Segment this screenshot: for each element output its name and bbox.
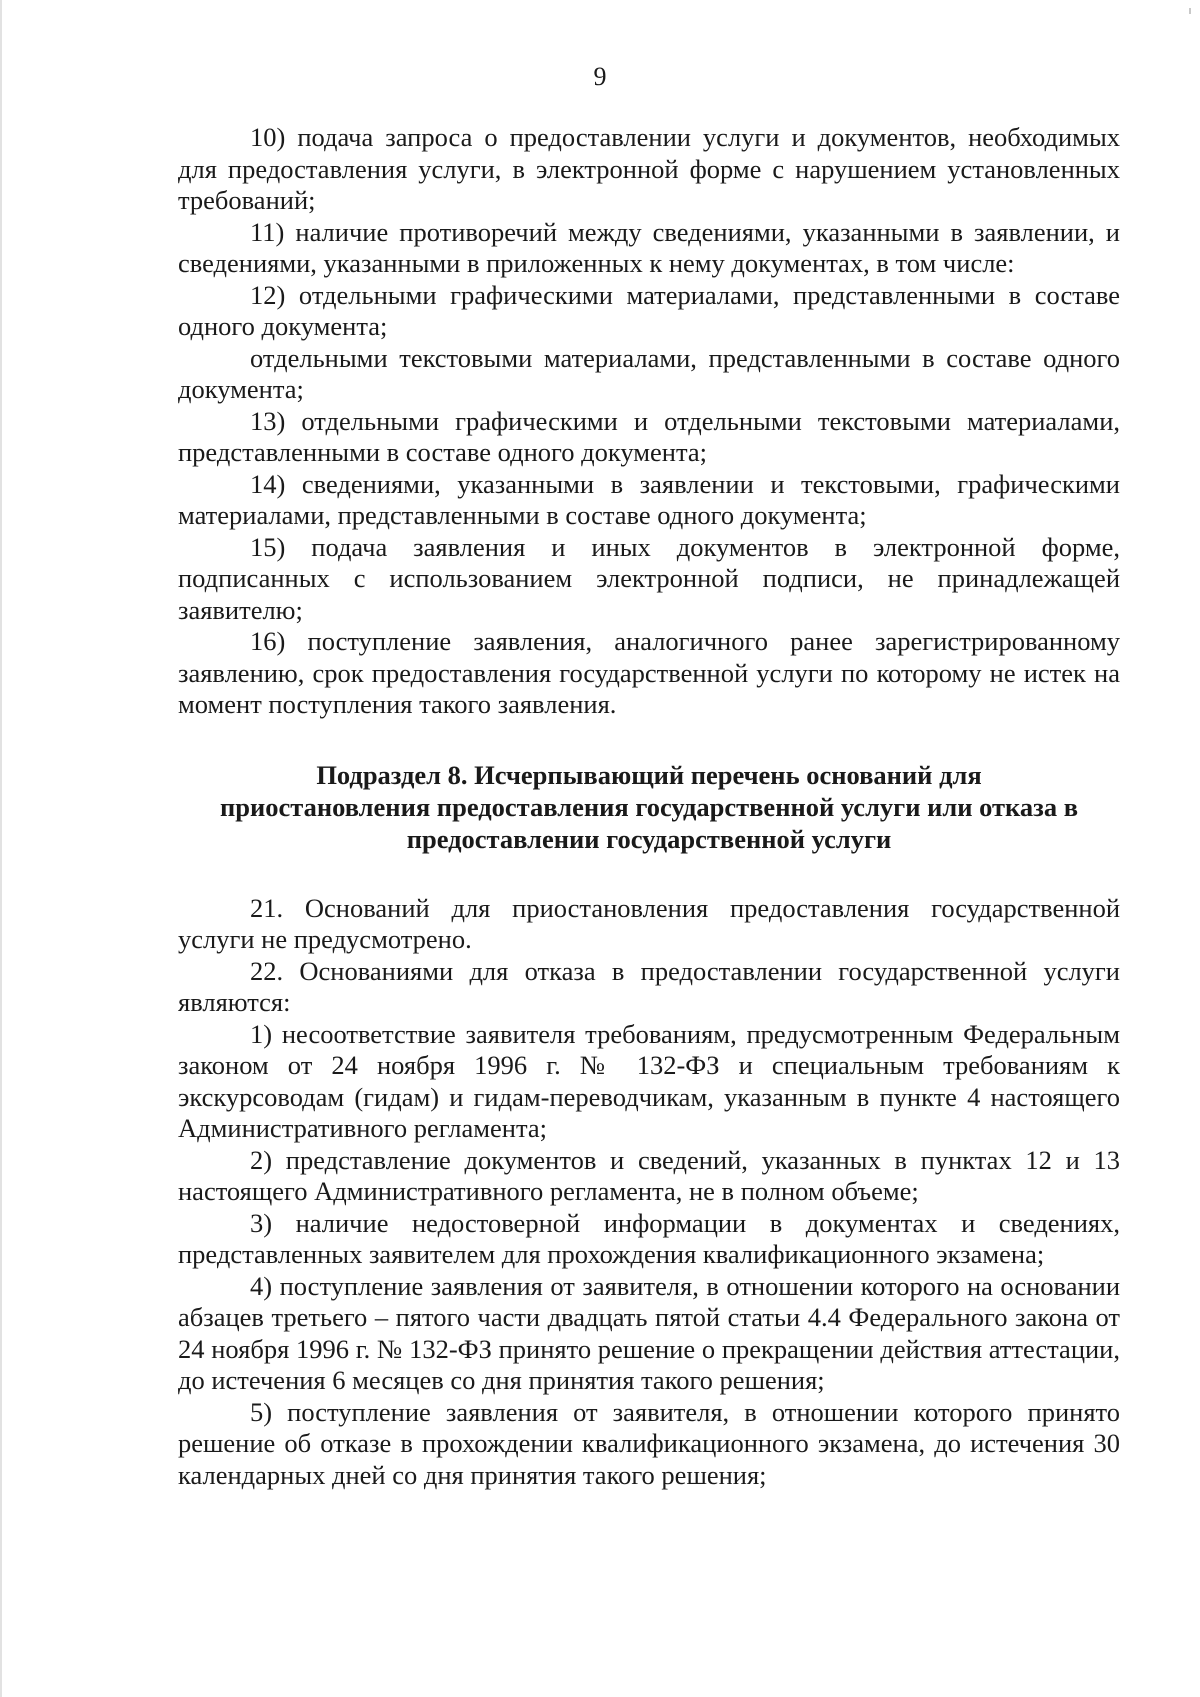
refusal-ground-4: 4) поступление заявления от заявителя, в отношении которого на основании абзацев третьего – пятого части двадцать пятой статьи 4.4 Федерального закона от 24 ноября 1996 г. № 132-ФЗ принято решение о прекращении действия аттестации, до истечения 6 месяцев со дня принятия такого решения; [178,1270,1120,1395]
paragraph-item-16: 16) поступление заявления, аналогичного ранее зарегистрированному заявлению, срок предоставления государственной услуги по которому не истек на момент поступления такого заявления. [178,626,1120,719]
document-body [178,122,1120,1491]
refusal-ground-2: 2) представление документов и сведений, указанных в пунктах 12 и 13 настоящего Административного регламента, не в полном объеме; [178,1144,1120,1206]
refusal-ground-5: 5) поступление заявления от заявителя, в отношении которого принято решение об отказе в прохождении квалификационного экзамена, до истечения 30 календарных дней со дня принятия такого решения; [178,1396,1120,1490]
paragraph-item-12: 12) отдельными графическими материалами, представленными в составе одного документа; [178,279,1120,341]
paragraph-item-15: 15) подача заявления и иных документов в электронной форме, подписанных с использованием электронной подписи, не принадлежащей заявителю; [178,531,1120,625]
paragraph-item-12-text: отдельными текстовыми материалами, представленными в составе одного документа; [178,342,1120,404]
paragraph-item-10: 10) подача запроса о предоставлении услуги и документов, необходимых для предоставления услуги, в электронной форме с нарушением установленных требований; [178,122,1120,215]
scan-edge-mark [1189,8,1191,14]
refusal-ground-3: 3) наличие недостоверной информации в документах и сведениях, представленных заявителем для прохождения квалификационного экзамена; [178,1207,1120,1269]
heading-line-2: приостановления предоставления государственной услуги или отказа в [219,791,1079,822]
paragraph-item-13: 13) отдельными графическими и отдельными текстовыми материалами, представленными в составе одного документа; [178,405,1120,467]
paragraph-22: 22. Основаниями для отказа в предоставлении государственной услуги являются: [178,955,1120,1017]
heading-line-1: Подраздел 8. Исчерпывающий перечень оснований для [316,759,982,790]
scan-edge-mark [0,0,2,1697]
paragraph-item-14: 14) сведениями, указанными в заявлении и текстовыми, графическими материалами, представленными в составе одного документа; [178,468,1120,530]
paragraph-item-11: 11) наличие противоречий между сведениями, указанными в заявлении, и сведениями, указанными в приложенных к нему документах, в том числе: [178,216,1120,278]
subsection-heading [178,759,1120,855]
paragraph-21: 21. Оснований для приостановления предоставления государственной услуги не предусмотрено. [178,892,1120,954]
refusal-ground-1: 1) несоответствие заявителя требованиям, предусмотренным Федеральным законом от 24 ноября 1996 г. № 132-ФЗ и специальным требованиям к экскурсоводам (гидам) и гидам-переводчикам, указанным в пункте 4 настоящего Административного регламента; [178,1018,1120,1143]
page-number: 9 [593,62,607,91]
heading-line-3: предоставлении государственной услуги [406,823,892,854]
